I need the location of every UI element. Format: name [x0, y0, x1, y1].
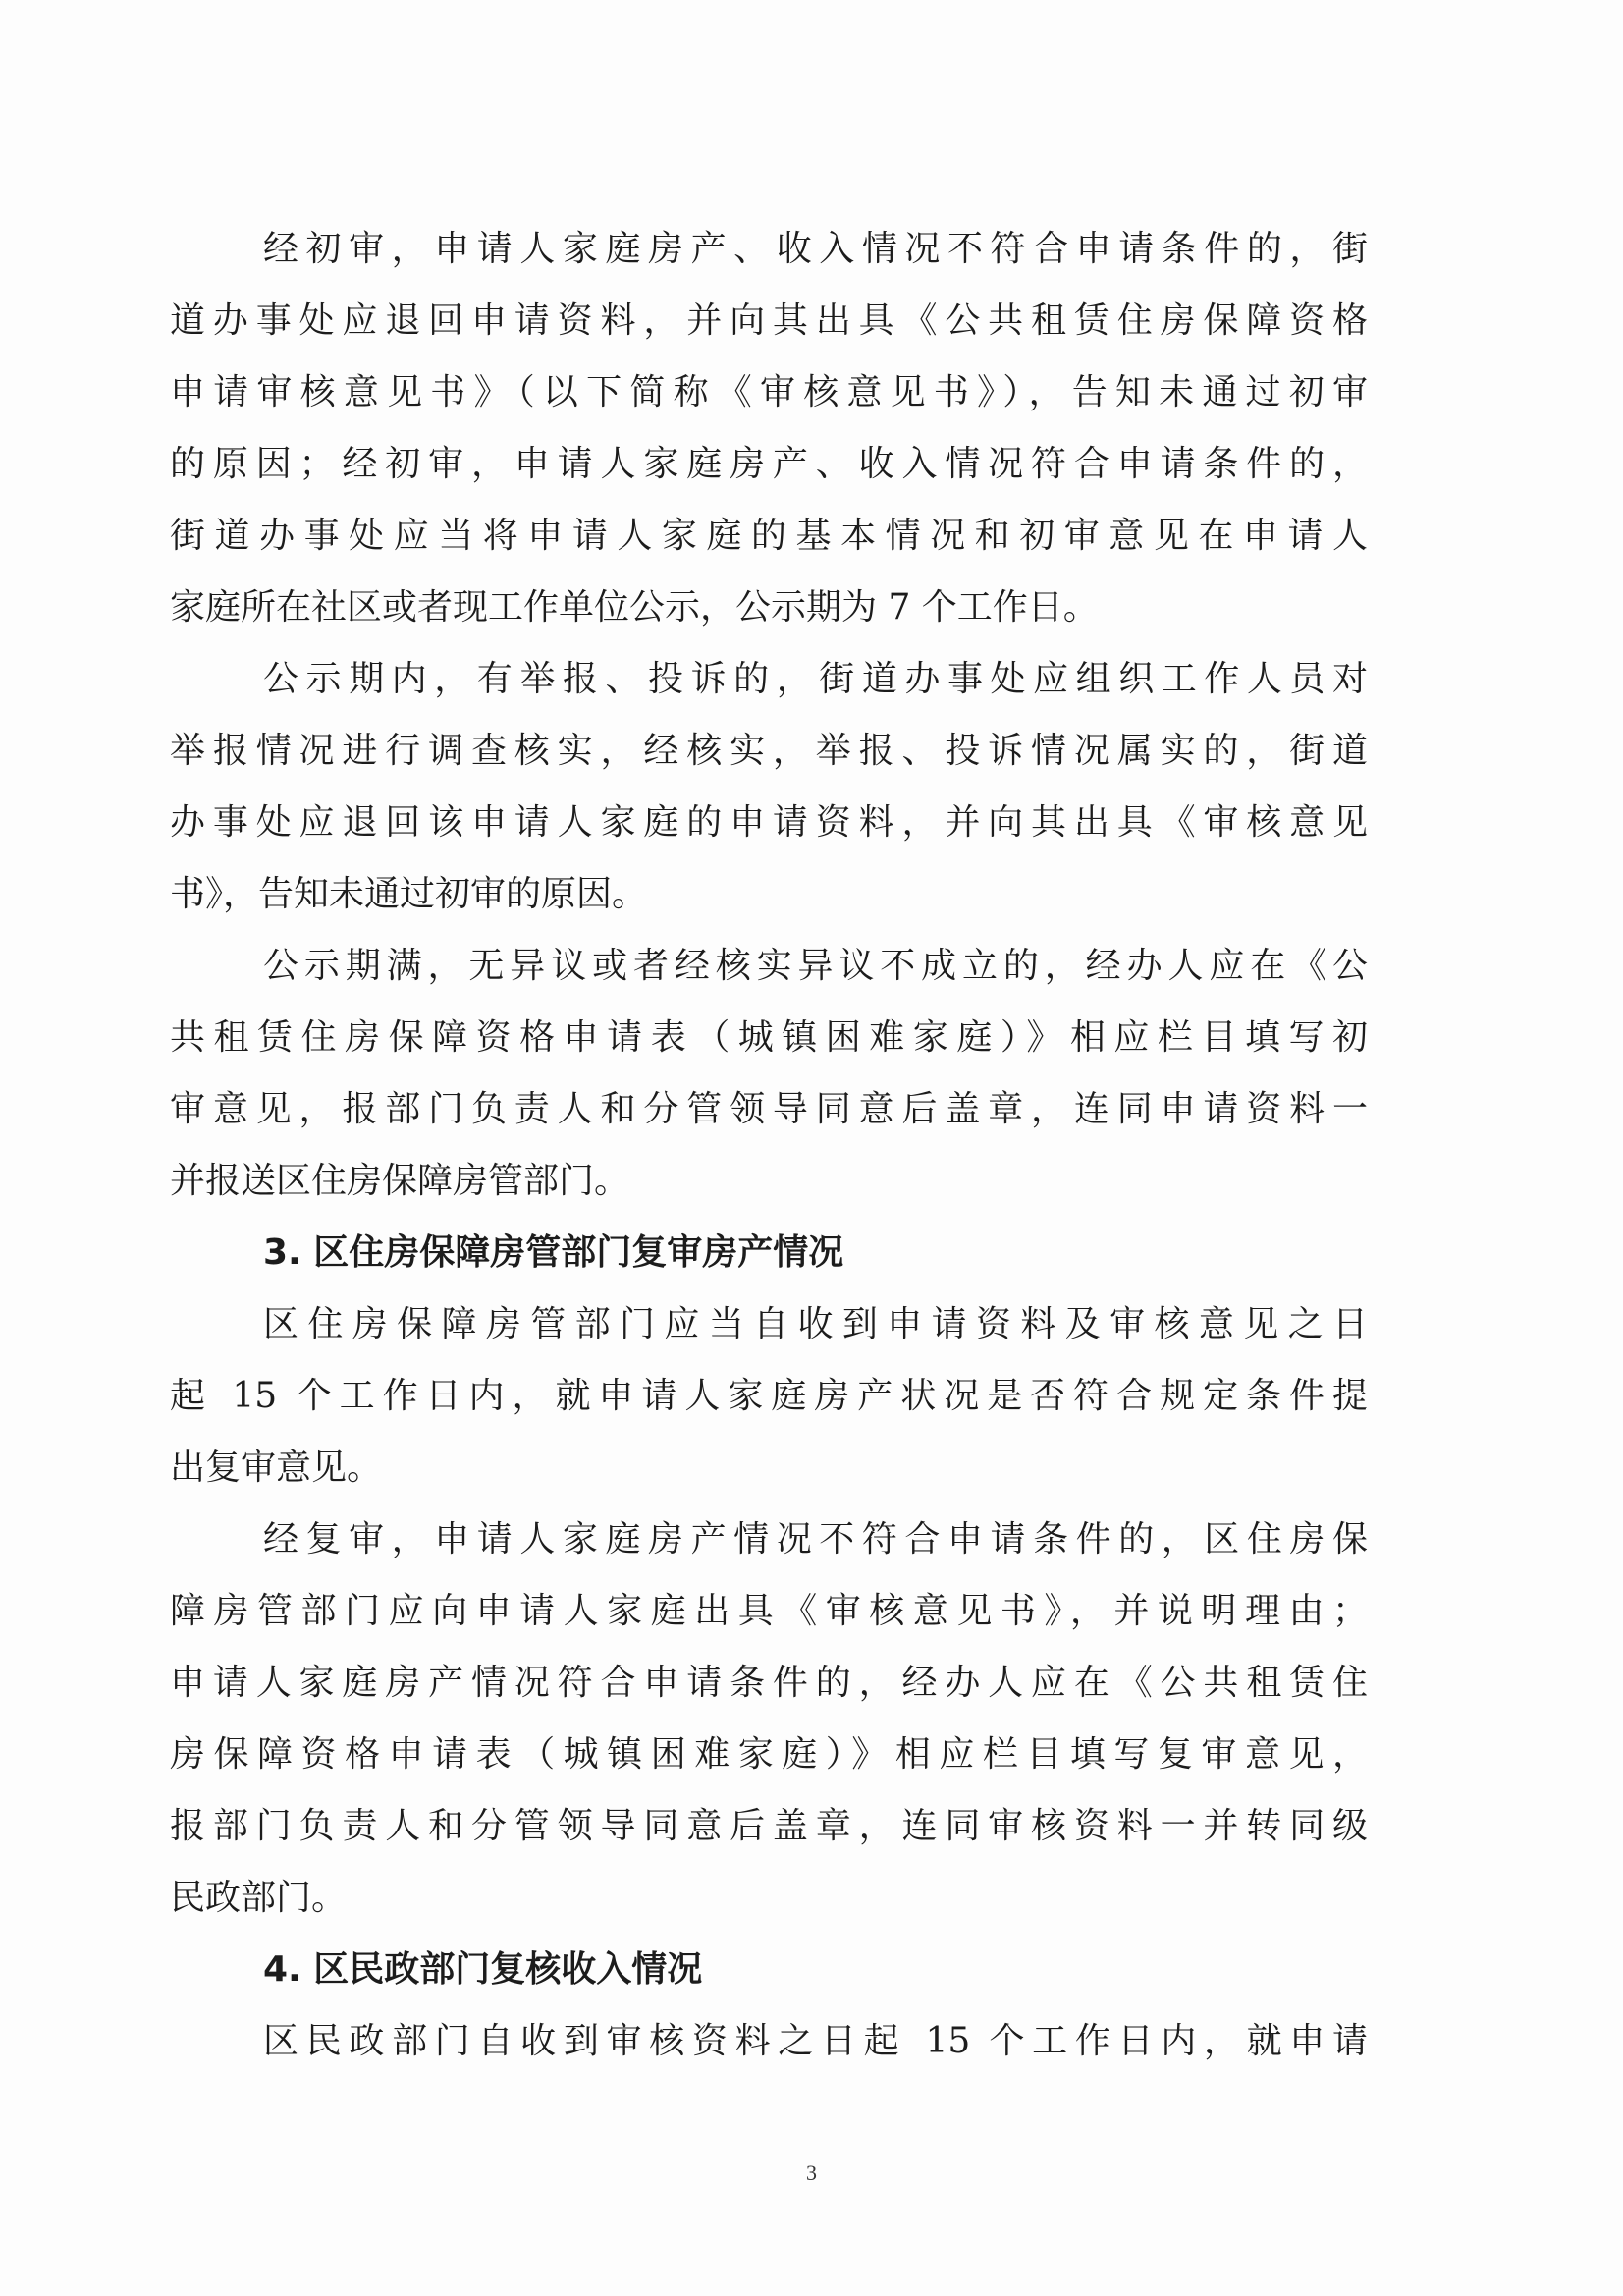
- paragraph-line: 障房管部门应向申请人家庭出具《审核意见书》，并说明理由；: [170, 1591, 1368, 1631]
- paragraph-line: 经初审，申请人家庭房产、收入情况不符合申请条件的，街: [263, 229, 1368, 269]
- paragraph-line: 区住房保障房管部门应当自收到申请资料及审核意见之日: [263, 1304, 1368, 1344]
- paragraph-line: 共租赁住房保障资格申请表（城镇困难家庭）》相应栏目填写初: [170, 1017, 1368, 1058]
- paragraph-line: 报部门负责人和分管领导同意后盖章，连同审核资料一并转同级: [170, 1806, 1368, 1846]
- paragraph-line: 书》，告知未通过初审的原因。: [170, 874, 648, 914]
- paragraph-line: 房保障资格申请表（城镇困难家庭）》相应栏目填写复审意见，: [170, 1734, 1368, 1775]
- paragraph-line: 经复审，申请人家庭房产情况不符合申请条件的，区住房保: [263, 1519, 1368, 1559]
- paragraph-line: 公示期满，无异议或者经核实异议不成立的，经办人应在《公: [263, 946, 1368, 986]
- section-heading: 3. 区住房保障房管部门复审房产情况: [263, 1232, 844, 1273]
- paragraph-line: 并报送区住房保障房管部门。: [170, 1161, 630, 1201]
- paragraph-line: 出复审意见。: [170, 1448, 383, 1488]
- paragraph-line: 申请人家庭房产情况符合申请条件的，经办人应在《公共租赁住: [170, 1663, 1368, 1703]
- paragraph-line: 区民政部门自收到审核资料之日起 15 个工作日内，就申请: [263, 2021, 1368, 2061]
- paragraph-line: 起 15 个工作日内，就申请人家庭房产状况是否符合规定条件提: [170, 1376, 1368, 1416]
- paragraph-line: 的原因；经初审，申请人家庭房产、收入情况符合申请条件的，: [170, 444, 1368, 484]
- paragraph-line: 举报情况进行调查核实，经核实，举报、投诉情况属实的，街道: [170, 731, 1368, 771]
- section-heading: 4. 区民政部门复核收入情况: [263, 1949, 703, 1990]
- paragraph-line: 家庭所在社区或者现工作单位公示，公示期为 7 个工作日。: [170, 587, 1099, 628]
- paragraph-line: 申请审核意见书》（以下简称《审核意见书》），告知未通过初审: [170, 372, 1368, 412]
- page-number: 3: [806, 2160, 817, 2185]
- paragraph-line: 办事处应退回该申请人家庭的申请资料，并向其出具《审核意见: [170, 802, 1368, 843]
- paragraph-line: 街道办事处应当将申请人家庭的基本情况和初审意见在申请人: [170, 516, 1368, 556]
- paragraph-line: 道办事处应退回申请资料，并向其出具《公共租赁住房保障资格: [170, 301, 1368, 341]
- paragraph-line: 公示期内，有举报、投诉的，街道办事处应组织工作人员对: [263, 659, 1368, 699]
- paragraph-line: 民政部门。: [170, 1878, 348, 1918]
- paragraph-line: 审意见，报部门负责人和分管领导同意后盖章，连同申请资料一: [170, 1089, 1368, 1129]
